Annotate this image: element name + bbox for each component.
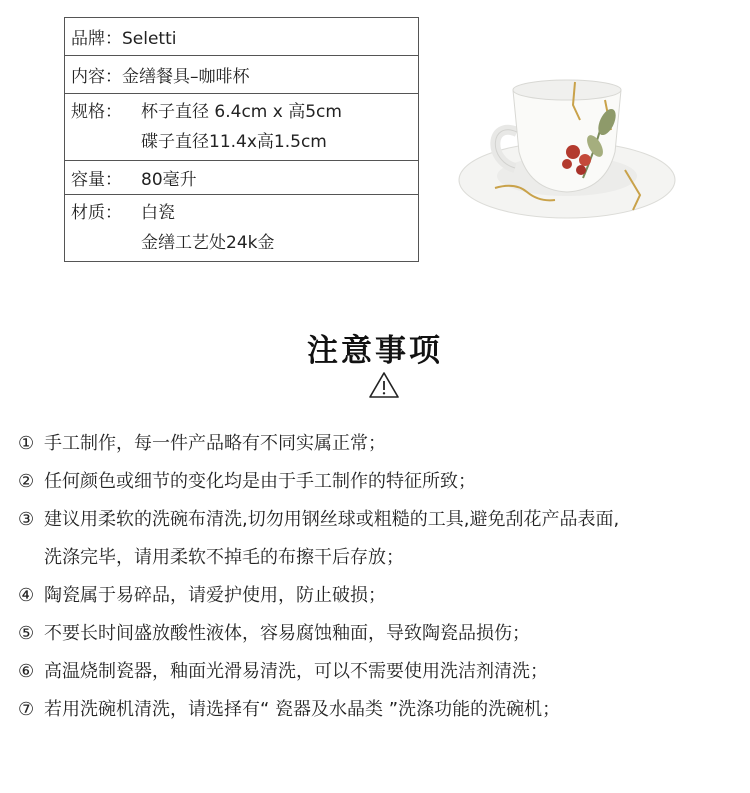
saucer-size: 碟子直径11.4x高1.5cm — [141, 132, 327, 152]
notice-item: ⑤ 不要长时间盛放酸性液体，容易腐蚀釉面，导致陶瓷品损伤； — [18, 623, 530, 644]
notice-item-continuation: 洗涤完毕，请用柔软不掉毛的布擦干后存放； — [44, 547, 404, 568]
material-label: 材质： — [71, 203, 122, 223]
notice-item: ⑦ 若用洗碗机清洗，请选择有“ 瓷器及水晶类 ”洗涤功能的洗碗机； — [18, 699, 561, 720]
spec-row-capacity — [65, 161, 419, 195]
spec-row-content — [65, 56, 419, 94]
notice-title: 注意事项 — [307, 333, 443, 369]
capacity-value: 80毫升 — [141, 170, 197, 190]
notice-list — [18, 425, 746, 729]
notice-item: ⑥ 高温烧制瓷器，釉面光滑易清洗，可以不需要使用洗洁剂清洗； — [18, 661, 548, 682]
coffee-cup-image — [455, 60, 680, 225]
spec-table — [64, 17, 419, 262]
notice-item: ③ 建议用柔软的洗碗布清洗,切勿用钢丝球或粗糙的工具,避免刮花产品表面, — [18, 509, 620, 530]
content-cell: 内容：金缮餐具–咖啡杯 — [65, 56, 419, 94]
spec-row-size — [65, 94, 419, 161]
brand-cell: 品牌：Seletti — [65, 18, 419, 56]
notice-item: ① 手工制作，每一件产品略有不同实属正常； — [18, 433, 386, 454]
material-line2: 金缮工艺处24k金 — [141, 233, 275, 253]
spec-row-brand — [65, 18, 419, 56]
material-line1: 白瓷 — [141, 203, 175, 223]
capacity-label: 容量： — [71, 170, 122, 190]
cup-size: 杯子直径 6.4cm x 高5cm — [141, 102, 342, 122]
notice-item: ② 任何颜色或细节的变化均是由于手工制作的特征所致； — [18, 471, 476, 492]
notice-item: ④ 陶瓷属于易碎品，请爱护使用，防止破损； — [18, 585, 386, 606]
spec-label: 规格： — [71, 102, 122, 122]
warning-triangle-icon — [368, 371, 400, 399]
spec-row-material — [65, 195, 419, 262]
